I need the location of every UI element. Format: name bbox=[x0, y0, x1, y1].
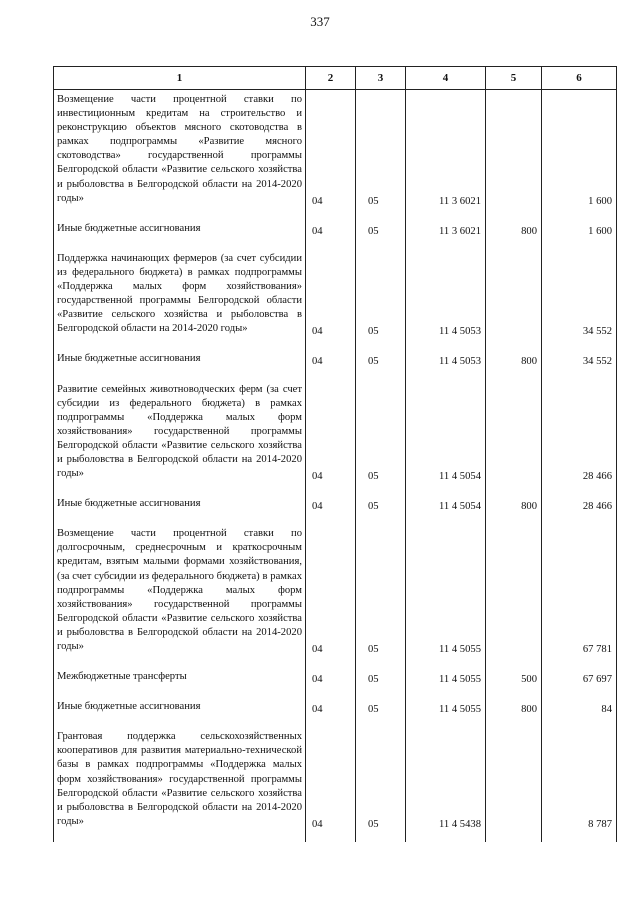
target-article-code: 11 4 5053 bbox=[406, 349, 486, 369]
row-spacer bbox=[54, 832, 617, 842]
target-article-code: 11 4 5055 bbox=[406, 667, 486, 687]
amount: 67 781 bbox=[542, 524, 617, 657]
expense-type-code: 800 bbox=[486, 349, 542, 369]
table-row bbox=[54, 697, 617, 717]
target-article-code: 11 4 5054 bbox=[406, 380, 486, 485]
subsection-code: 05 bbox=[356, 494, 406, 514]
page-number: 337 bbox=[310, 14, 330, 29]
column-header-6: 6 bbox=[542, 67, 617, 90]
row-spacer bbox=[54, 484, 617, 494]
target-article-code: 11 3 6021 bbox=[406, 219, 486, 239]
column-header-5: 5 bbox=[486, 67, 542, 90]
row-description: Межбюджетные трансферты bbox=[54, 667, 306, 687]
section-code: 04 bbox=[306, 90, 356, 209]
amount: 84 bbox=[542, 697, 617, 717]
expense-type-code bbox=[486, 249, 542, 340]
column-header-1: 1 bbox=[54, 67, 306, 90]
budget-table bbox=[53, 66, 617, 842]
row-description: Иные бюджетные ассигнования bbox=[54, 219, 306, 239]
row-spacer bbox=[54, 209, 617, 219]
amount: 8 787 bbox=[542, 727, 617, 832]
amount: 34 552 bbox=[542, 349, 617, 369]
row-description: Возмещение части процентной ставки по долгосрочным, среднесрочным и краткосрочным кредитам, взятым малыми формами хозяйствования, (за счет субсидии из федерального бюджета) в рамках подпрограммы «Поддержка малых форм хозяйствования» государственной программы Белгородской области «Развитие сельского хозяйства и рыболовства в Белгородской области на 2014-2020 годы» bbox=[54, 524, 306, 657]
expense-type-code: 800 bbox=[486, 219, 542, 239]
row-spacer bbox=[54, 657, 617, 667]
row-spacer bbox=[54, 370, 617, 380]
table-row bbox=[54, 524, 617, 657]
amount: 28 466 bbox=[542, 494, 617, 514]
row-description: Развитие семейных животноводческих ферм (за счет субсидии из федерального бюджета) в рамках подпрограммы «Поддержка малых форм хозяйствования» государственной программы Белгородской области «Развитие сельского хозяйства и рыболовства в Белгородской области на 2014-2020 годы» bbox=[54, 380, 306, 485]
row-spacer bbox=[54, 717, 617, 727]
table-header-row bbox=[54, 67, 617, 90]
subsection-code: 05 bbox=[356, 219, 406, 239]
subsection-code: 05 bbox=[356, 90, 406, 209]
subsection-code: 05 bbox=[356, 524, 406, 657]
target-article-code: 11 4 5054 bbox=[406, 494, 486, 514]
subsection-code: 05 bbox=[356, 349, 406, 369]
row-spacer bbox=[54, 514, 617, 524]
table-row bbox=[54, 667, 617, 687]
row-description: Грантовая поддержка сельскохозяйственных кооперативов для развития материально-технической базы в рамках подпрограммы «Поддержка малых форм хозяйствования» государственной программы Белгородской области «Развитие сельского хозяйства и рыболовства в Белгородской области на 2014-2020 годы» bbox=[54, 727, 306, 832]
row-spacer bbox=[54, 239, 617, 249]
subsection-code: 05 bbox=[356, 697, 406, 717]
expense-type-code bbox=[486, 727, 542, 832]
subsection-code: 05 bbox=[356, 249, 406, 340]
row-spacer bbox=[54, 339, 617, 349]
section-code: 04 bbox=[306, 667, 356, 687]
target-article-code: 11 4 5055 bbox=[406, 697, 486, 717]
section-code: 04 bbox=[306, 524, 356, 657]
amount: 34 552 bbox=[542, 249, 617, 340]
amount: 1 600 bbox=[542, 219, 617, 239]
subsection-code: 05 bbox=[356, 380, 406, 485]
table-row bbox=[54, 90, 617, 209]
amount: 1 600 bbox=[542, 90, 617, 209]
column-header-2: 2 bbox=[306, 67, 356, 90]
subsection-code: 05 bbox=[356, 727, 406, 832]
section-code: 04 bbox=[306, 349, 356, 369]
column-header-3: 3 bbox=[356, 67, 406, 90]
section-code: 04 bbox=[306, 494, 356, 514]
row-description: Поддержка начинающих фермеров (за счет субсидии из федерального бюджета) в рамках подпрограммы «Поддержка малых форм хозяйствования» государственной программы Белгородской области «Развитие сельского хозяйства и рыболовства в Белгородской области на 2014-2020 годы» bbox=[54, 249, 306, 340]
target-article-code: 11 4 5438 bbox=[406, 727, 486, 832]
subsection-code: 05 bbox=[356, 667, 406, 687]
expense-type-code bbox=[486, 90, 542, 209]
target-article-code: 11 3 6021 bbox=[406, 90, 486, 209]
expense-type-code bbox=[486, 380, 542, 485]
table-row bbox=[54, 727, 617, 832]
section-code: 04 bbox=[306, 380, 356, 485]
table-row bbox=[54, 249, 617, 340]
table-row bbox=[54, 380, 617, 485]
section-code: 04 bbox=[306, 727, 356, 832]
expense-type-code: 800 bbox=[486, 697, 542, 717]
expense-type-code: 800 bbox=[486, 494, 542, 514]
row-description: Иные бюджетные ассигнования bbox=[54, 697, 306, 717]
row-spacer bbox=[54, 687, 617, 697]
amount: 67 697 bbox=[542, 667, 617, 687]
table-row bbox=[54, 494, 617, 514]
table-row bbox=[54, 219, 617, 239]
column-header-4: 4 bbox=[406, 67, 486, 90]
row-description: Иные бюджетные ассигнования bbox=[54, 494, 306, 514]
amount: 28 466 bbox=[542, 380, 617, 485]
section-code: 04 bbox=[306, 249, 356, 340]
section-code: 04 bbox=[306, 219, 356, 239]
target-article-code: 11 4 5055 bbox=[406, 524, 486, 657]
table-row bbox=[54, 349, 617, 369]
row-description: Возмещение части процентной ставки по инвестиционным кредитам на строительство и реконструкцию объектов мясного скотоводства в рамках подпрограммы «Развитие мясного скотоводства» государственной программы Белгородской области «Развитие сельского хозяйства и рыболовства в Белгородской области на 2014-2020 годы» bbox=[54, 90, 306, 209]
expense-type-code: 500 bbox=[486, 667, 542, 687]
target-article-code: 11 4 5053 bbox=[406, 249, 486, 340]
row-description: Иные бюджетные ассигнования bbox=[54, 349, 306, 369]
section-code: 04 bbox=[306, 697, 356, 717]
expense-type-code bbox=[486, 524, 542, 657]
